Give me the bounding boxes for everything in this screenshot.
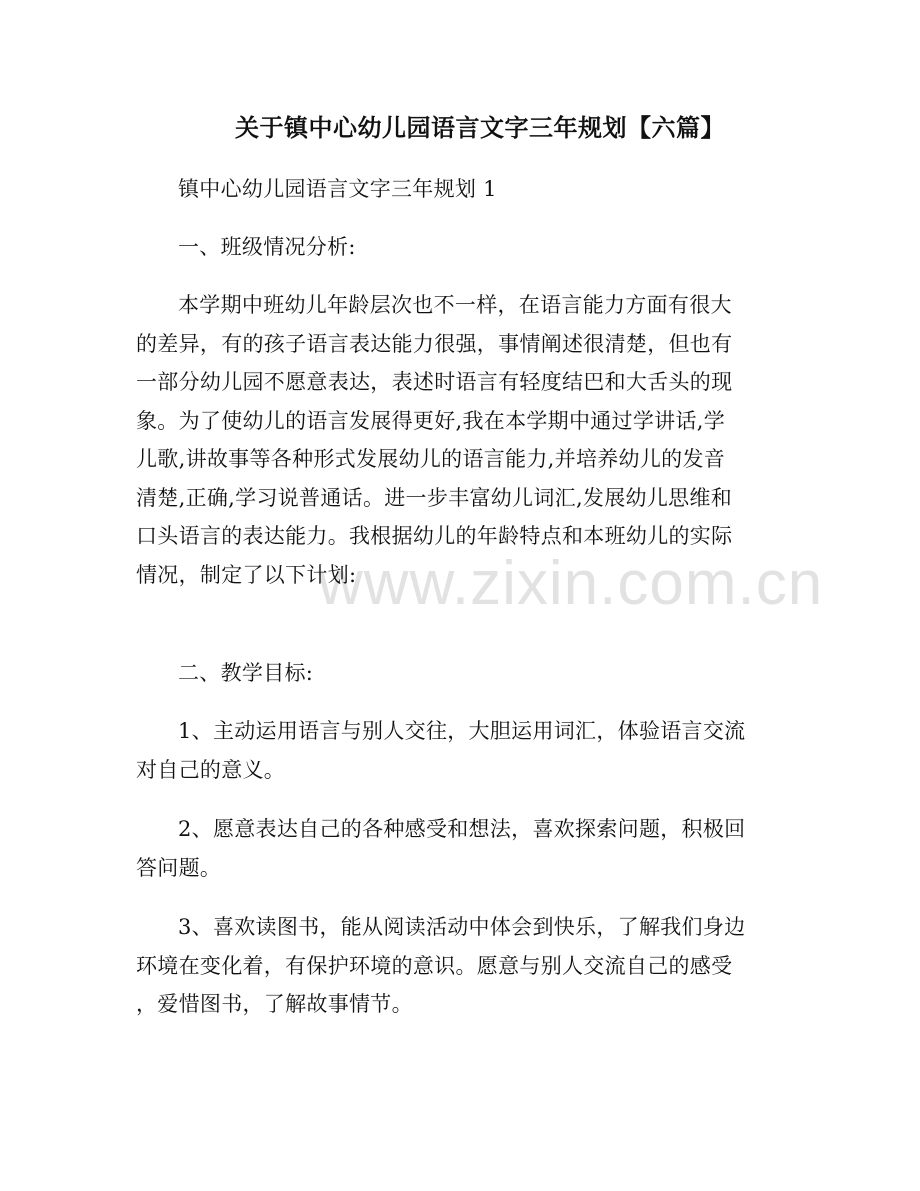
text-line: 二、教学目标: [178,661,314,685]
paragraph-heading-1 [136,228,776,267]
text-line: 清楚,正确,学习说普通话。进一步丰富幼儿词汇,发展幼儿思维和 [136,485,733,510]
text-line: ，爱惜图书，了解故事情节。 [136,992,413,1016]
text-line: 3、喜欢读图书，能从阅读活动中体会到快乐，了解我们身边 [178,915,746,939]
text-line: 儿歌,讲故事等各种形式发展幼儿的语言能力,并培养幼儿的发音 [136,447,726,471]
document-title: 关于镇中心幼儿园语言文字三年规划【六篇】 [235,113,725,142]
text-line: 环境在变化着，有保护环境的意识。愿意与别人交流自己的感受 [136,953,733,978]
paragraph-goal-3 [136,908,776,1024]
paragraph-heading-2 [136,654,776,693]
text-line: 本学期中班幼儿年龄层次也不一样，在语言能力方面有很大 [178,293,732,317]
text-line: 答问题。 [136,855,222,880]
paragraph-subtitle [136,170,776,209]
text-line: 对自己的意义。 [136,757,286,782]
paragraph-goal-2 [136,810,776,887]
text-line: 情况，制定了以下计划: [136,562,357,587]
text-line: 口头语言的表达能力。我根据幼儿的年龄特点和本班幼儿的实际 [136,524,733,548]
text-line: 1、主动运用语言与别人交往，大胆运用词汇，体验语言交流 [178,719,746,743]
text-line: 一部分幼儿园不愿意表达，表述时语言有轻度结巴和大舌头的现 [136,370,733,394]
text-line: 2、愿意表达自己的各种感受和想法，喜欢探索问题，积极回 [178,817,746,841]
text-line: 一、班级情况分析: [178,235,356,259]
text-line: 镇中心幼儿园语言文字三年规划 1 [178,177,497,201]
text-line: 的差异，有的孩子语言表达能力很强，事情阐述很清楚，但也有 [136,331,733,356]
watermark: www.zixin.com.cn [318,549,824,618]
text-line: 象。为了使幼儿的语言发展得更好,我在本学期中通过学讲话,学 [136,408,726,433]
paragraph-analysis [136,286,776,594]
paragraph-goal-1 [136,712,776,789]
